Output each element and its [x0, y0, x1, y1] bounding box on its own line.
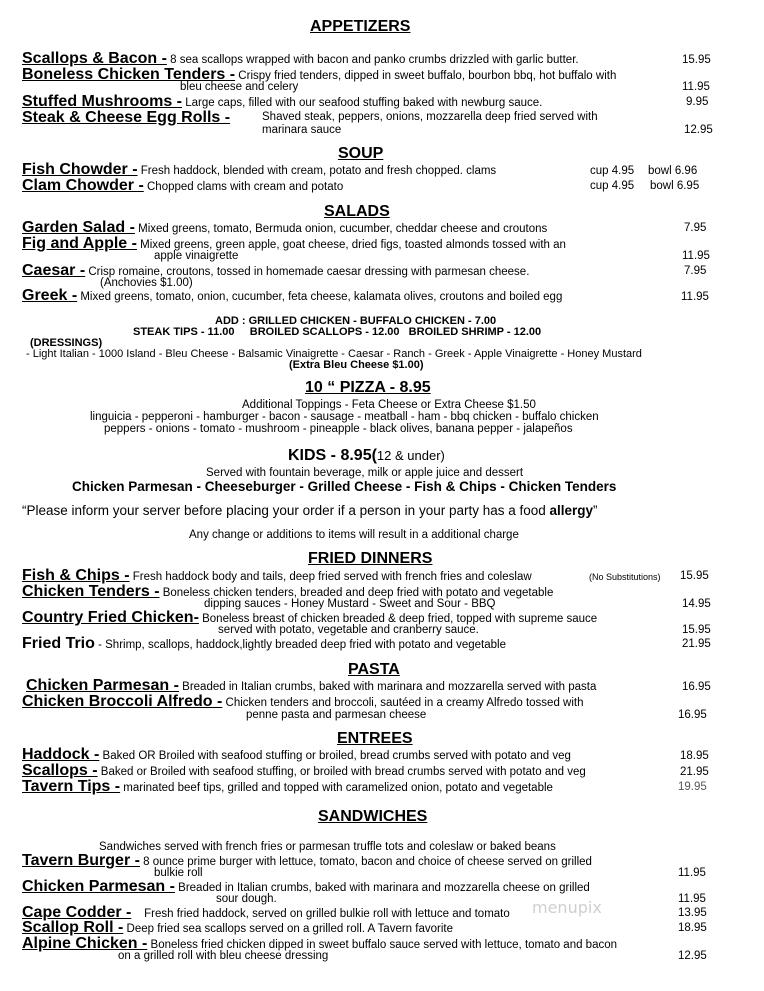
menu-item — [22, 635, 506, 653]
item-price: 14.95 — [682, 598, 711, 610]
entrees-heading: ENTREES — [337, 730, 413, 747]
sandwiches-served: Sandwiches served with french fries or parmesan truffle tots and coleslaw or baked beans — [99, 841, 556, 853]
item-price: 12.95 — [678, 950, 707, 962]
item-desc: Mixed greens, green apple, goat cheese, dried figs, toasted almonds tossed with an — [136, 239, 566, 251]
item-price: 11.95 — [678, 893, 706, 905]
pizza-toppings: Additional Toppings - Feta Cheese or Extra Cheese $1.50 — [242, 399, 536, 411]
item-price: 15.95 — [680, 570, 709, 582]
item-desc-cont: penne pasta and parmesan cheese — [246, 709, 427, 721]
item-name: Country Fried Chicken- — [22, 609, 199, 626]
pizza-toppings-list: linguicia - pepperoni - hamburger - bacon - sausage - meatball - ham - bbq chicken - buffalo chicken — [90, 411, 599, 423]
item-desc: - Shrimp, scallops, haddock,lightly breaded deep fried with potato and vegetable — [94, 639, 506, 651]
item-name: Fish & Chips - — [22, 567, 130, 584]
item-desc: Boneless breast of chicken breaded & deep fried, topped with supreme sauce — [198, 613, 598, 625]
dressings-label: (DRESSINGS) — [30, 337, 103, 349]
item-price: 15.95 — [682, 54, 711, 66]
dressings-list: - Light Italian - 1000 Island - Bleu Cheese - Balsamic Vinaigrette - Caesar - Ranch - Greek - Apple Vinaigrette - Honey Mustard — [26, 348, 642, 360]
item-desc-cont: bulkie roll — [154, 867, 203, 879]
menupix-watermark: menupix — [532, 898, 602, 917]
item-price: 11.95 — [681, 291, 709, 303]
cup-price: cup 4.95 — [590, 180, 635, 192]
item-price: 18.95 — [678, 922, 707, 934]
item-price: 7.95 — [684, 265, 707, 277]
item-desc-cont: bleu cheese and celery — [180, 81, 299, 93]
item-name: Scallops - — [22, 762, 98, 779]
item-name: Chicken Tenders - — [22, 583, 160, 600]
item-desc: Mixed greens, tomato, onion, cucumber, feta cheese, kalamata olives, croutons and boiled egg — [77, 291, 563, 303]
item-desc: Large caps, filled with our seafood stuffing baked with newburg sauce. — [182, 97, 543, 109]
item-name: Greek - — [22, 287, 78, 304]
item-price: 16.95 — [678, 709, 707, 721]
item-price: 19.95 — [678, 781, 707, 793]
item-price: 11.95 — [678, 867, 706, 879]
item-name: Stuffed Mushrooms - — [22, 93, 182, 110]
item-name: Garden Salad - — [22, 219, 135, 236]
item-desc: Baked or Broiled with seafood stuffing, or broiled with bread crumbs served with potato and veg — [97, 766, 586, 778]
item-name: Chicken Parmesan - — [22, 878, 175, 895]
item-desc-cont: sour dough. — [216, 893, 277, 905]
salads-heading: SALADS — [324, 203, 390, 220]
menu-item — [22, 177, 343, 195]
item-name: Clam Chowder - — [22, 177, 144, 194]
pizza-toppings-list-2: peppers - onions - tomato - mushroom - pineapple - black olives, banana pepper - jalapeños — [104, 423, 573, 435]
item-desc-cont: marinara sauce — [262, 124, 342, 136]
item-desc: Chicken tenders and broccoli, sautéed in a creamy Alfredo tossed with — [222, 697, 584, 709]
item-price: 13.95 — [678, 907, 707, 919]
menu-item — [22, 287, 562, 305]
extra-bleu-cheese: (Extra Bleu Cheese $1.00) — [289, 359, 424, 371]
fried-dinners-heading: FRIED DINNERS — [308, 550, 433, 567]
cup-price: cup 4.95 — [590, 165, 635, 177]
allergy-end: ” — [593, 503, 598, 518]
menu-item — [22, 778, 553, 796]
item-desc: Chopped clams with cream and potato — [143, 181, 344, 193]
item-price: 15.95 — [682, 624, 711, 636]
item-desc: Crispy fried tenders, dipped in sweet buffalo, bourbon bbq, hot buffalo with — [235, 70, 617, 82]
salad-add-ons: ADD : GRILLED CHICKEN - BUFFALO CHICKEN - 7.00 — [215, 315, 497, 327]
item-desc-cont: apple vinaigrette — [154, 250, 239, 262]
item-desc: Mixed greens, tomato, Bermuda onion, cucumber, cheddar cheese and croutons — [134, 223, 548, 235]
item-desc: 8 sea scallops wrapped with bacon and panko crumbs drizzled with garlic butter. — [166, 54, 579, 66]
item-price: 18.95 — [680, 750, 709, 762]
item-desc: Crisp romaine, croutons, tossed in homemade caesar dressing with parmesan cheese. — [85, 266, 530, 278]
item-price: 16.95 — [682, 681, 711, 693]
item-price: 11.95 — [682, 81, 710, 93]
item-desc: Baked OR Broiled with seafood stuffing or broiled, bread crumbs served with potato and veg — [99, 750, 571, 762]
item-desc-cont: (Anchovies $1.00) — [100, 277, 193, 289]
item-desc: marinated beef tips, grilled and topped with caramelized onion, potato and vegetable — [120, 782, 553, 794]
item-name: Tavern Tips - — [22, 778, 121, 795]
item-name: Caesar - — [22, 262, 86, 279]
sandwiches-heading: SANDWICHES — [318, 808, 428, 825]
bowl-price: bowl 6.96 — [648, 165, 698, 177]
kids-served: Served with fountain beverage, milk or apple juice and dessert — [206, 467, 524, 479]
allergy-word: allergy — [549, 503, 594, 518]
item-name: Chicken Parmesan - — [26, 677, 179, 694]
item-desc: Breaded in Italian crumbs, baked with marinara and mozzarella cheese on grilled — [174, 882, 590, 894]
item-name: Boneless Chicken Tenders - — [22, 66, 236, 83]
item-name: Fish Chowder - — [22, 161, 138, 178]
pasta-heading: PASTA — [348, 661, 400, 678]
item-desc: Breaded in Italian crumbs, baked with marinara and mozzarella served with pasta — [178, 681, 597, 693]
menu-item — [22, 109, 230, 127]
item-name: Steak & Cheese Egg Rolls - — [22, 109, 231, 126]
menu-item — [22, 852, 592, 870]
change-notice: Any change or additions to items will result in a additional charge — [189, 529, 519, 541]
kids-items: Chicken Parmesan - Cheeseburger - Grilled Cheese - Fish & Chips - Chicken Tenders — [72, 479, 617, 494]
no-substitutions-note: (No Substitutions) — [589, 572, 661, 582]
item-desc: Shaved steak, peppers, onions, mozzarella deep fried served with — [262, 111, 598, 123]
allergy-notice — [22, 503, 598, 518]
item-price: 9.95 — [686, 96, 709, 108]
item-desc-cont: served with potato, vegetable and cranberry sauce. — [218, 624, 479, 636]
menu-item — [22, 235, 566, 253]
item-name: Tavern Burger - — [22, 852, 140, 869]
menu-item — [22, 66, 616, 84]
item-name: Scallops & Bacon - — [22, 50, 167, 67]
item-desc-cont: on a grilled roll with bleu cheese dressing — [118, 950, 329, 962]
item-desc: Boneless fried chicken dipped in sweet buffalo sauce served with lettuce, tomato and bacon — [147, 939, 618, 951]
item-desc: Boneless chicken tenders, breaded and deep fried with potato and vegetable — [159, 587, 554, 599]
item-name: Cape Codder - — [22, 904, 132, 921]
item-name: Fried Trio — [22, 635, 95, 652]
item-name: Alpine Chicken - — [22, 935, 148, 952]
item-price: 12.95 — [684, 124, 713, 136]
soup-heading: SOUP — [338, 145, 384, 162]
item-desc: Fresh haddock body and tails, deep fried served with french fries and coleslaw — [129, 571, 532, 583]
item-price: 21.95 — [682, 638, 711, 650]
kids-age: 12 & under) — [376, 448, 445, 463]
item-name: Scallop Roll - — [22, 919, 124, 936]
item-price: 11.95 — [682, 250, 710, 262]
kids-title: KIDS - 8.95( — [288, 447, 377, 464]
item-name: Chicken Broccoli Alfredo - — [22, 693, 223, 710]
salad-add-ons-2: STEAK TIPS - 11.00 BROILED SCALLOPS - 12.00 BROILED SHRIMP - 12.00 — [133, 326, 542, 338]
item-price: 21.95 — [680, 766, 709, 778]
bowl-price: bowl 6.95 — [650, 180, 700, 192]
item-desc: 8 ounce prime burger with lettuce, tomato, bacon and choice of cheese served on grilled — [139, 856, 592, 868]
item-name: Haddock - — [22, 746, 100, 763]
kids-heading — [288, 447, 445, 465]
allergy-text: “Please inform your server before placing your order if a person in your party has a food — [22, 503, 550, 518]
pizza-heading: 10 “ PIZZA - 8.95 — [305, 379, 431, 396]
item-desc-cont: dipping sauces - Honey Mustard - Sweet and Sour - BBQ — [204, 598, 496, 610]
item-desc: Fresh haddock, blended with cream, potato and fresh chopped. clams — [137, 165, 497, 177]
item-price: 7.95 — [684, 222, 707, 234]
item-desc: Deep fried sea scallops served on a grilled roll. A Tavern favorite — [123, 923, 453, 935]
menu-item — [22, 262, 529, 280]
menu-item — [22, 878, 590, 896]
appetizers-heading: APPETIZERS — [310, 18, 411, 35]
item-name: Fig and Apple - — [22, 235, 137, 252]
item-desc: Fresh fried haddock, served on grilled bulkie roll with lettuce and tomato — [131, 908, 510, 920]
